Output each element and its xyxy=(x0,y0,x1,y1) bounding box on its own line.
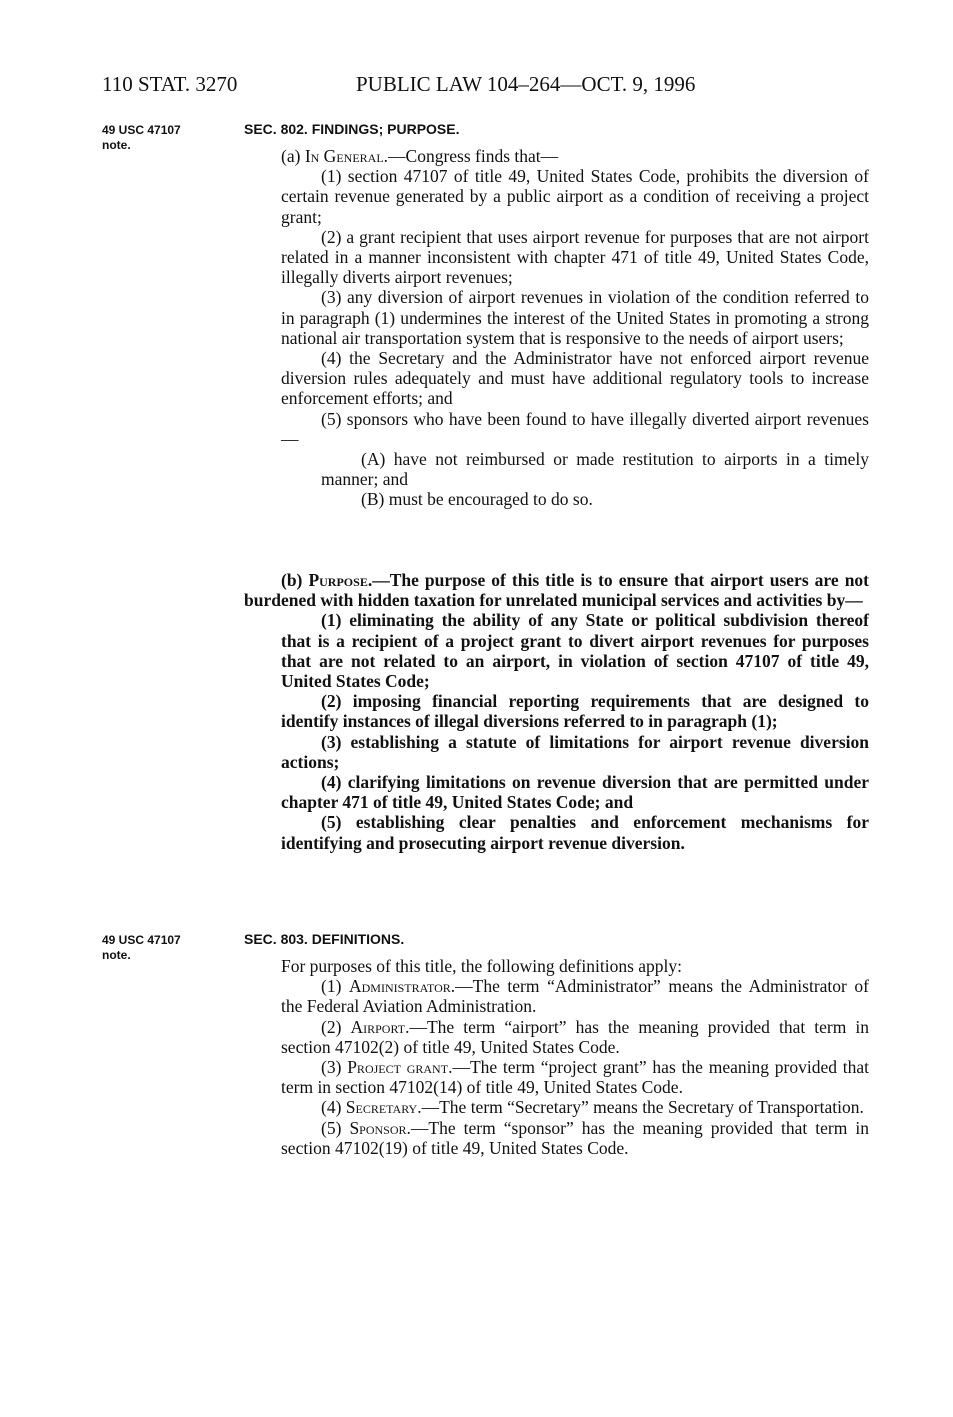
definition-term: Administrator xyxy=(349,976,451,997)
margin-note-sec-802 xyxy=(102,123,222,153)
subsection-b xyxy=(244,570,869,853)
definition-project-grant: (3) Project grant.—The term “project grant” has the meaning provided that term in section 47102(14) of title 49, United States Code. xyxy=(281,1057,869,1098)
definition-airport: (2) Airport.—The term “airport” has the meaning provided that term in section 47102(2) of title 49, United States Code. xyxy=(281,1016,869,1057)
purpose-paragraph-1: (1) eliminating the ability of any State or political subdivision thereof that is a recipient of a project grant to divert airport revenues for purposes that are not related to an airport, in violation of section 47107 of title 49, United States Code; xyxy=(281,610,869,692)
margin-note-citation: 49 USC 47107 xyxy=(102,933,181,947)
finding-paragraph-1: (1) section 47107 of title 49, United States Code, prohibits the diversion of certain revenue generated by a public airport as a condition of receiving a project grant; xyxy=(281,166,869,227)
section-heading-803: SEC. 803. DEFINITIONS. xyxy=(244,931,405,947)
page-folio: 110 STAT. 3270 xyxy=(102,72,238,96)
margin-note-label: note. xyxy=(102,948,131,962)
subsection-a-intro: (a) In General.—Congress finds that— xyxy=(281,146,559,166)
subsection-caption: In General xyxy=(304,146,384,166)
margin-note-sec-803 xyxy=(102,933,222,963)
margin-note-citation: 49 USC 47107 xyxy=(102,123,181,137)
definition-term: Project grant xyxy=(347,1057,449,1078)
subsection-b-intro: (b) Purpose.—The purpose of this title is to ensure that airport users are not burdened with hidden taxation for unrelated municipal services and activities by— xyxy=(244,570,870,611)
section-heading-802: SEC. 802. FINDINGS; PURPOSE. xyxy=(244,121,460,137)
law-citation-header: PUBLIC LAW 104–264—OCT. 9, 1996 xyxy=(356,72,696,96)
definition-secretary: (4) Secretary.—The term “Secretary” means the Secretary of Transportation. xyxy=(321,1097,864,1118)
definition-term: Sponsor xyxy=(349,1117,407,1138)
definitions xyxy=(244,956,869,1158)
purpose-paragraph-4: (4) clarifying limitations on revenue diversion that are permitted under chapter 471 of title 49, United States Code; and xyxy=(281,772,869,813)
finding-subparagraph-A: (A) have not reimbursed or made restitution to airports in a timely manner; and xyxy=(321,449,869,490)
definition-term: Secretary xyxy=(345,1097,418,1118)
definition-term: Airport xyxy=(350,1016,406,1037)
definition-sponsor: (5) Sponsor.—The term “sponsor” has the meaning provided that term in section 47102(19) of title 49, United States Code. xyxy=(281,1117,869,1158)
subsection-caption: Purpose xyxy=(308,570,368,590)
purpose-paragraph-5: (5) establishing clear penalties and enforcement mechanisms for identifying and prosecuting airport revenue diversion. xyxy=(281,812,869,853)
definitions-intro: For purposes of this title, the following definitions apply: xyxy=(281,956,683,976)
finding-subparagraph-B: (B) must be encouraged to do so. xyxy=(361,489,593,510)
purpose-paragraph-2: (2) imposing financial reporting requirements that are designed to identify instances of illegal diversions referred to in paragraph (1); xyxy=(281,691,869,732)
finding-paragraph-3: (3) any diversion of airport revenues in violation of the condition referred to in paragraph (1) undermines the interest of the United States in promoting a strong national air transportation system that is responsive to the needs of airport users; xyxy=(281,287,869,348)
subsection-a xyxy=(244,146,869,510)
purpose-paragraph-3: (3) establishing a statute of limitations for airport revenue diversion actions; xyxy=(281,731,869,772)
margin-note-label: note. xyxy=(102,138,131,152)
finding-paragraph-5: (5) sponsors who have been found to have illegally diverted airport revenues— xyxy=(281,408,869,449)
finding-paragraph-4: (4) the Secretary and the Administrator have not enforced airport revenue diversion rules adequately and must have additional regulatory tools to increase enforcement efforts; and xyxy=(281,348,869,409)
finding-paragraph-2: (2) a grant recipient that uses airport revenue for purposes that are not airport related in a manner inconsistent with chapter 471 of title 49, United States Code, illegally diverts airport revenues; xyxy=(281,226,869,288)
definition-administrator: (1) Administrator.—The term “Administrator” means the Administrator of the Federal Aviation Administration. xyxy=(281,976,870,1017)
